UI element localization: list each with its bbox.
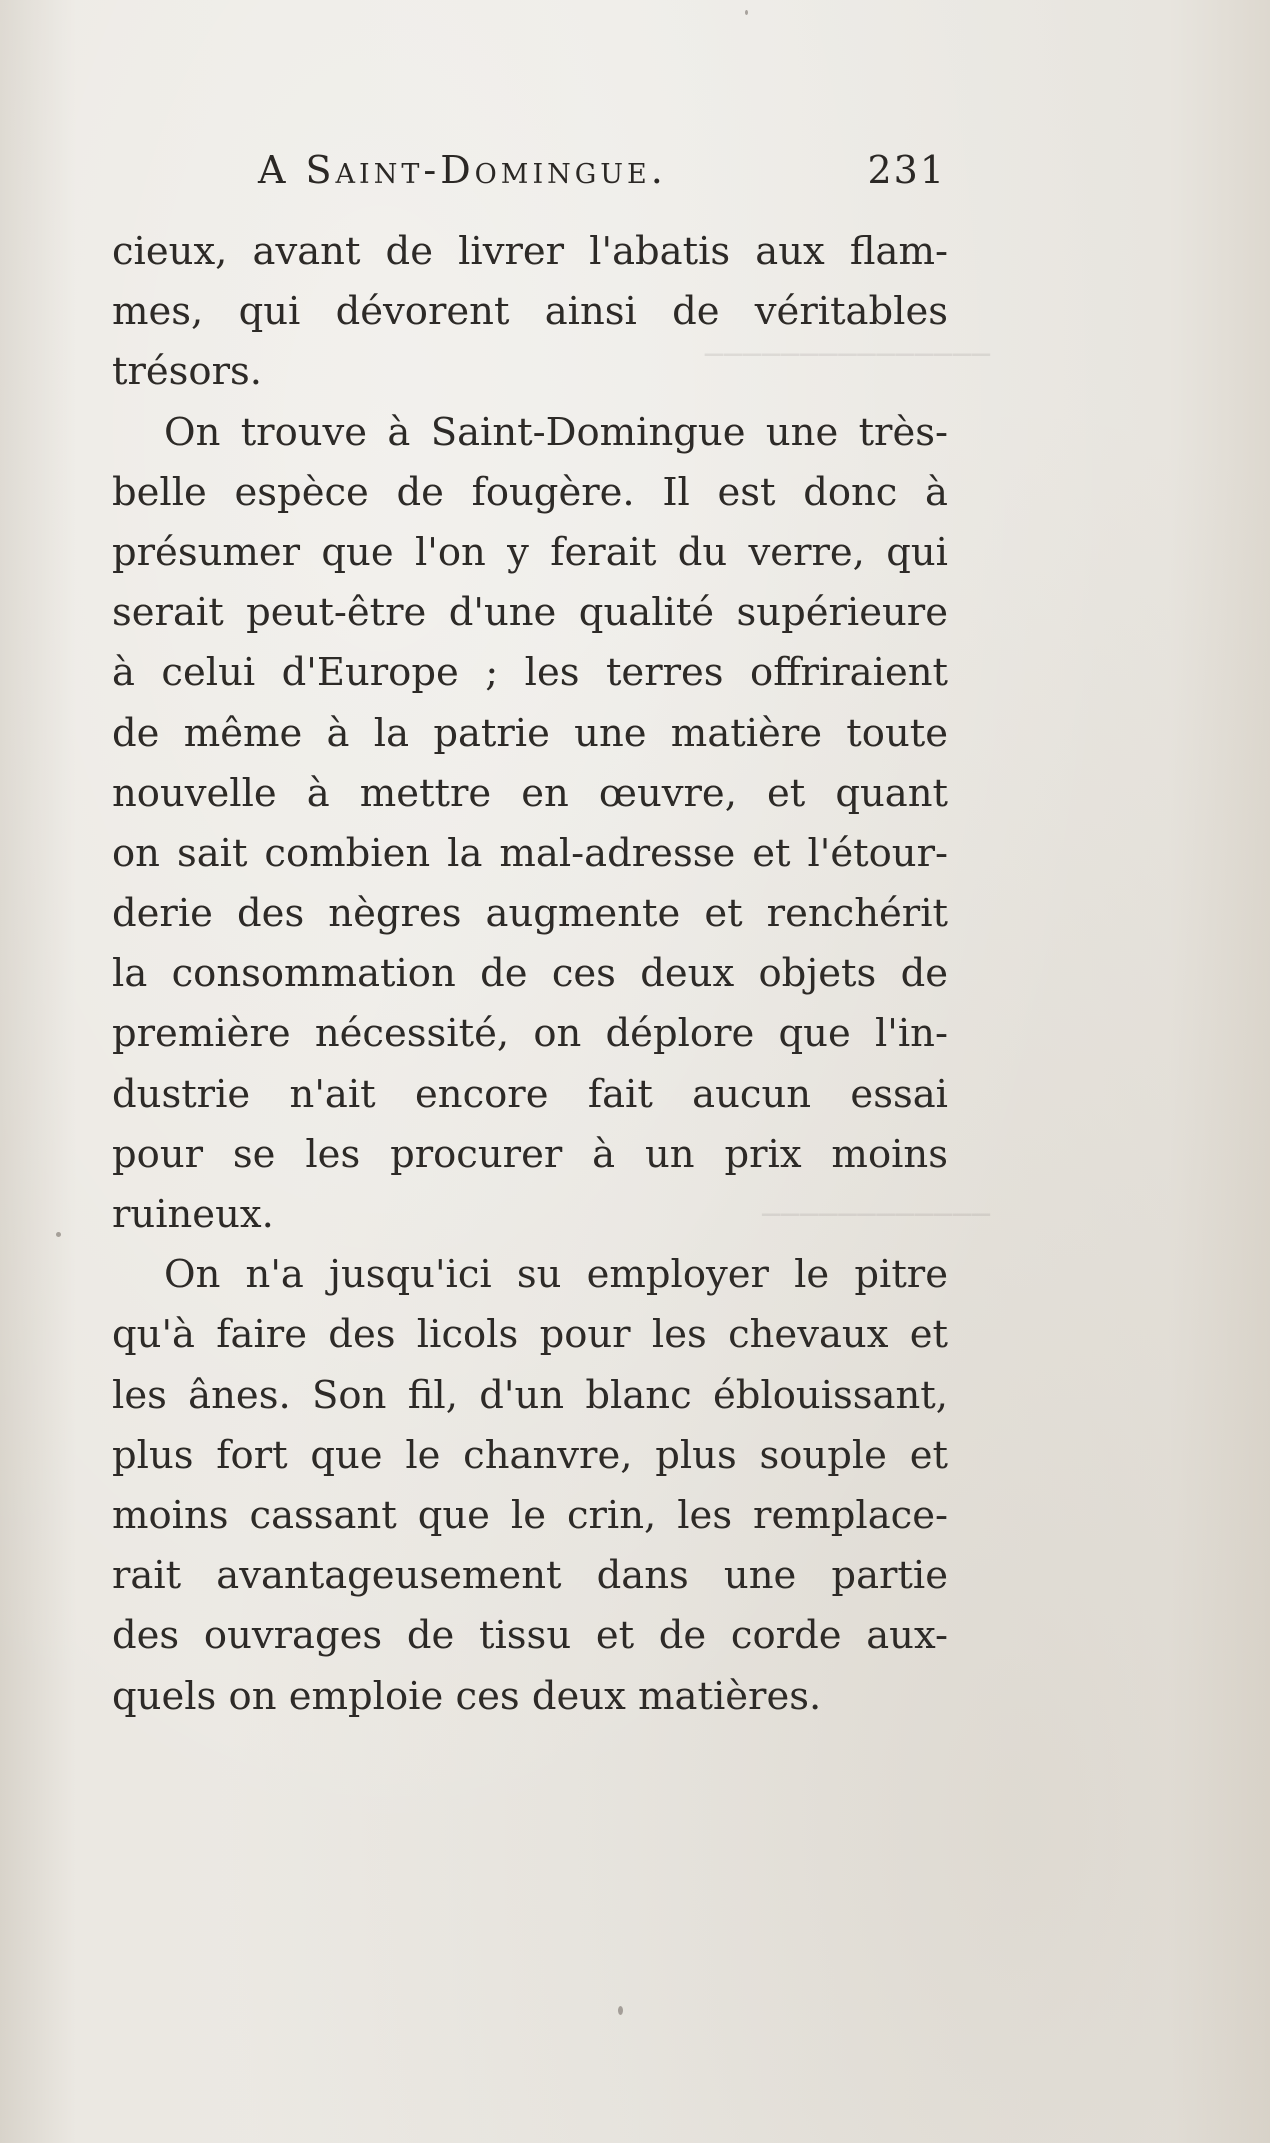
- text-line: dustrie n'ait encore fait aucun essai: [112, 1071, 948, 1117]
- text-line: on sait combien la mal-adresse et l'étour-: [112, 830, 948, 876]
- text-line: trésors.: [112, 349, 262, 395]
- text-line: première nécessité, on déplore que l'in-: [112, 1011, 948, 1057]
- text-line: derie des nègres augmente et renchérit: [112, 891, 948, 937]
- body-text: [112, 222, 948, 1727]
- text-line: pour se les procurer à un prix moins: [112, 1131, 948, 1177]
- text-line: à celui d'Europe ; les terres offriraient: [112, 650, 948, 696]
- paper-speck: [745, 10, 748, 15]
- running-head-title: A Saint-Domingue.: [258, 148, 667, 192]
- page-number: 231: [867, 148, 946, 192]
- text-line: cieux, avant de livrer l'abatis aux flam-: [112, 229, 948, 274]
- text-line: nouvelle à mettre en œuvre, et quant: [112, 770, 948, 816]
- paper-speck: [618, 2006, 623, 2015]
- text-line: rait avantageusement dans une partie: [112, 1553, 948, 1599]
- text-line: plus fort que le chanvre, plus souple et: [112, 1432, 948, 1478]
- text-line: la consommation de ces deux objets de: [112, 951, 948, 997]
- show-through-texture: ───────────────: [704, 338, 990, 373]
- paper-speck: [56, 1232, 61, 1237]
- text-line: quels on emploie ces deux matières.: [112, 1673, 822, 1719]
- text-line: On trouve à Saint-Domingue une très-: [164, 409, 948, 455]
- text-line: serait peut-être d'une qualité supérieure: [112, 590, 948, 636]
- text-line: qu'à faire des licols pour les chevaux et: [112, 1312, 948, 1358]
- text-line: des ouvrages de tissu et de corde aux-: [112, 1613, 948, 1659]
- text-line: On n'a jusqu'ici su employer le pitre: [164, 1252, 948, 1298]
- running-head: [258, 148, 958, 200]
- text-line: les ânes. Son fil, d'un blanc éblouissant,: [112, 1372, 948, 1418]
- show-through-texture: ────────────: [761, 1198, 990, 1233]
- text-line: belle espèce de fougère. Il est donc à: [112, 469, 948, 515]
- text-line: mes, qui dévorent ainsi de véritables: [112, 289, 948, 335]
- text-line: ruineux.: [112, 1192, 274, 1237]
- text-line: de même à la patrie une matière toute: [112, 710, 948, 756]
- text-line: moins cassant que le crin, les remplace-: [112, 1492, 948, 1538]
- text-line: présumer que l'on y ferait du verre, qui: [112, 529, 948, 575]
